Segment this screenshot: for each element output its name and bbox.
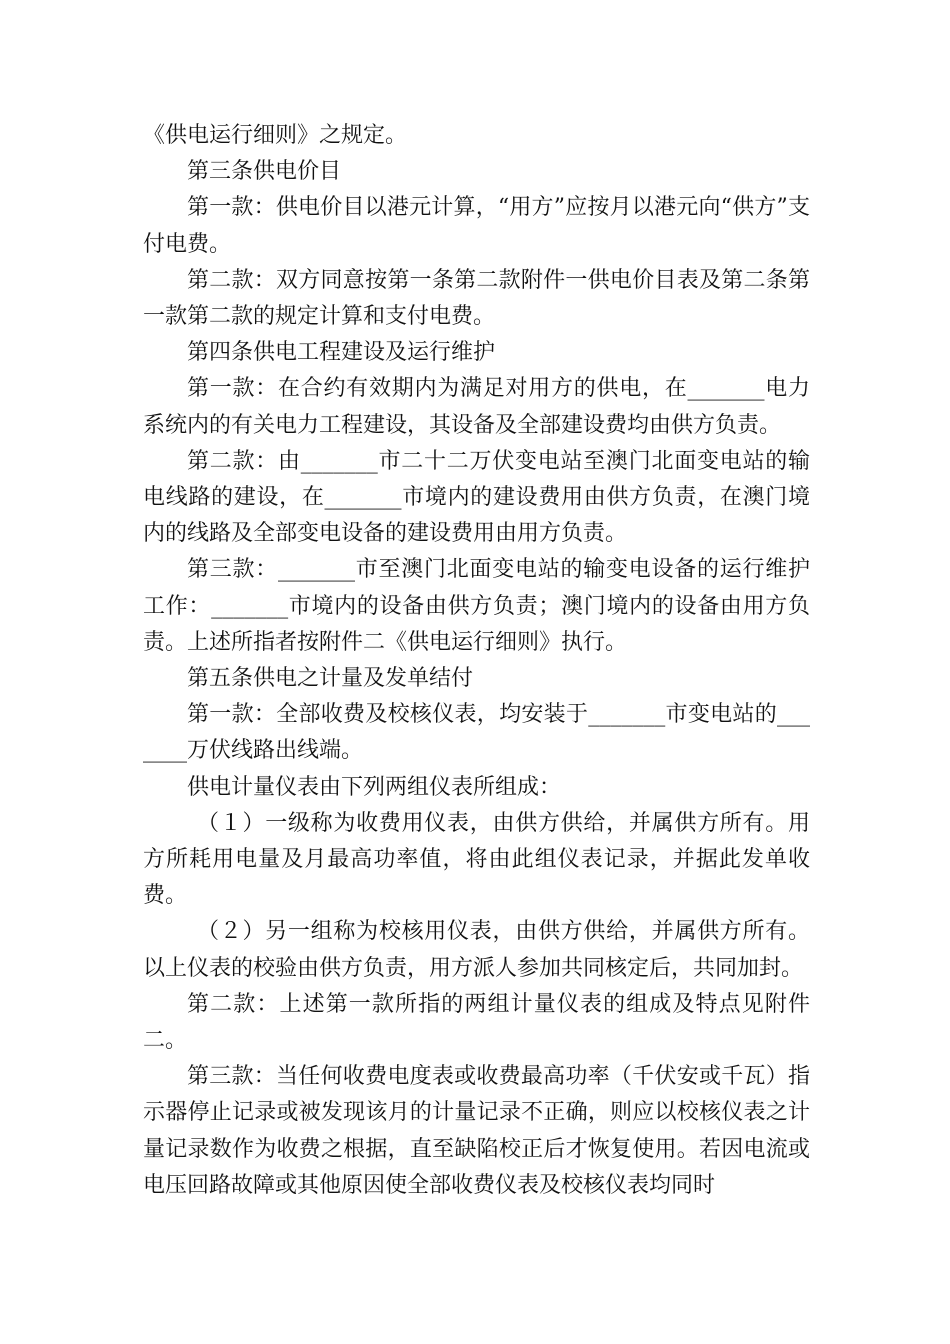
article-4-clause-2: 第二款：由_______市二十二万伏变电站至澳门北面变电站的输电线路的建设，在_______市境内的建设费用由供方负责，在澳门境内的线路及全部变电设备的建设费用由用方负责。 (143, 448, 810, 547)
article-3-heading: 第三条供电价目 (187, 159, 342, 185)
meter-composition-intro: 供电计量仪表由下列两组仪表所组成： (187, 774, 562, 800)
meter-item-1: （１）一级称为收费用仪表，由供方供给，并属供方所有。用方所耗用电量及月最高功率值，将由此组仪表记录，并据此发单收费。 (143, 810, 810, 909)
article-3-clause-2: 第二款：双方同意按第一条第二款附件一供电价目表及第二条第一款第二款的规定计算和支付电费。 (143, 267, 810, 330)
article-5-clause-3: 第三款：当任何收费电度表或收费最高功率（千伏安或千瓦）指示器停止记录或被发现该月的计量记录不正确，则应以校核仪表之计量记录数作为收费之根据，直至缺陷校正后才恢复使用。若因电流或电压回路故障或其他原因使全部收费仪表及校核仪表均同时 (143, 1064, 810, 1198)
article-4-clause-3: 第三款：_______市至澳门北面变电站的输变电设备的运行维护工作：_______市境内的设备由供方负责；澳门境内的设备由用方负责。上述所指者按附件二《供电运行细则》执行。 (143, 557, 810, 655)
article-5-clause-2: 第二款：上述第一款所指的两组计量仪表的组成及特点见附件二。 (143, 991, 810, 1054)
article-5-heading: 第五条供电之计量及发单结付 (187, 666, 474, 692)
article-5-clause-1: 第一款：全部收费及校核仪表，均安装于_______市变电站的_______万伏线路出线端。 (143, 702, 810, 764)
article-4-clause-1: 第一款：在合约有效期内为满足对用方的供电，在_______电力系统内的有关电力工程建设，其设备及全部建设费均由供方负责。 (143, 376, 810, 438)
paragraph-continuation: 《供电运行细则》之规定。 (143, 123, 408, 148)
article-3-clause-1: 第一款：供电价目以港元计算，“用方”应按月以港元向“供方”支付电费。 (143, 195, 810, 257)
meter-item-2: （２）另一组称为校核用仪表，由供方供给，并属供方所有。以上仪表的校验由供方负责，用方派人参加共同核定后，共同加封。 (143, 919, 810, 981)
article-4-heading: 第四条供电工程建设及运行维护 (187, 340, 496, 366)
